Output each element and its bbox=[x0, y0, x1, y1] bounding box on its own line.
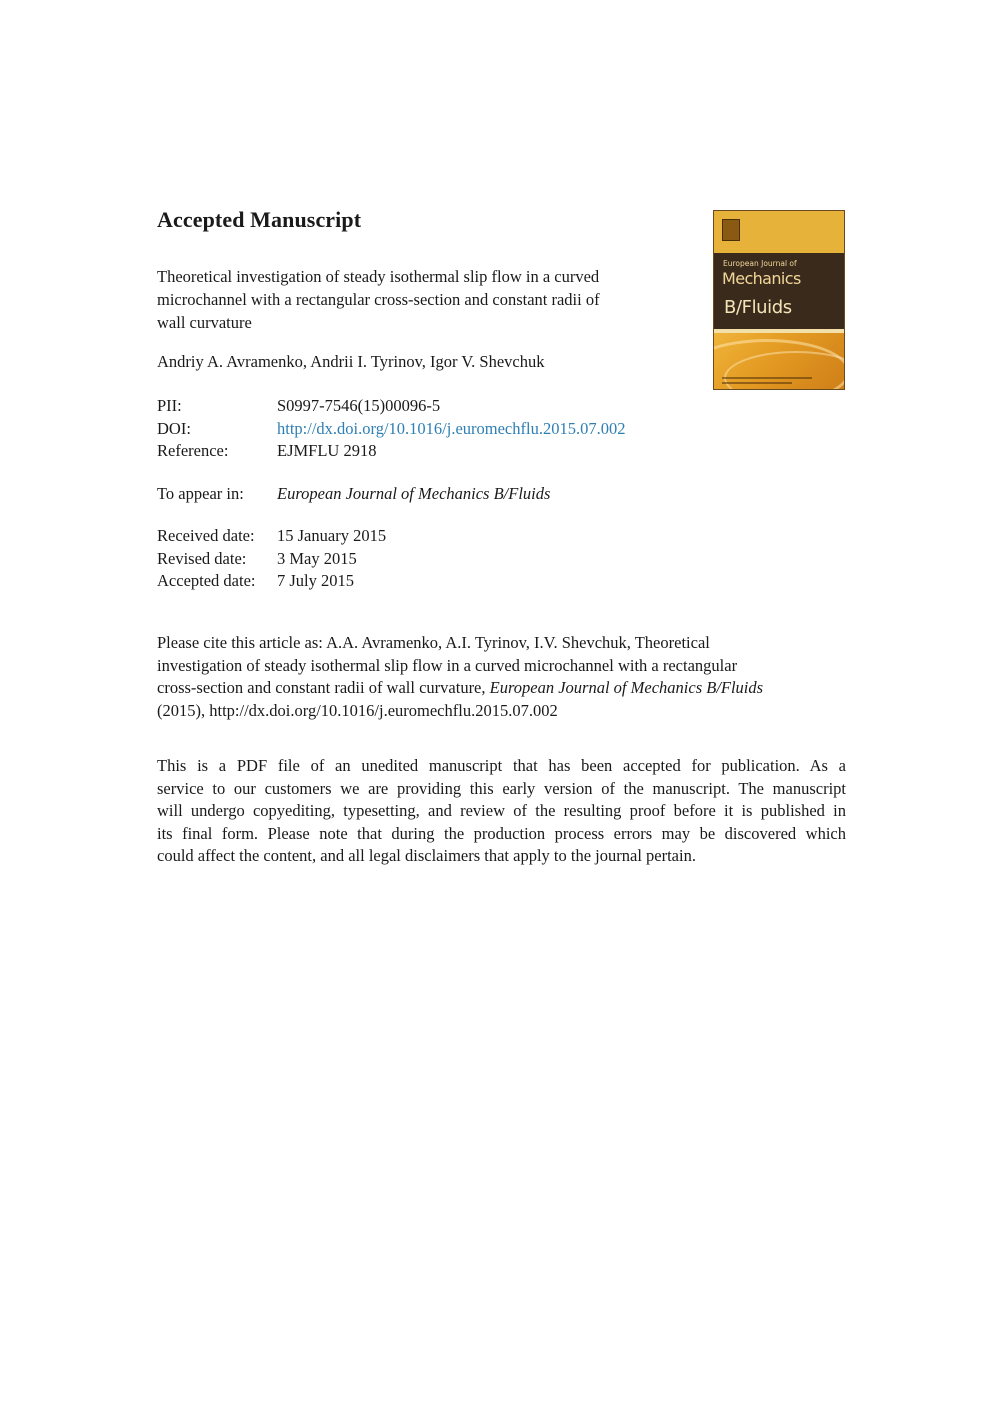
received-label: Received date: bbox=[157, 526, 255, 545]
disclaimer-line: service to our customers we are providing this early version of the manuscript. The manuscript bbox=[157, 778, 846, 798]
disclaimer-paragraph bbox=[157, 755, 846, 868]
appear-label: To appear in: bbox=[157, 484, 244, 503]
revised-row bbox=[157, 548, 386, 571]
title-line: microchannel with a rectangular cross-section and constant radii of bbox=[157, 290, 600, 309]
cover-journal-line: European Journal of bbox=[723, 259, 797, 268]
disclaimer-line: This is a PDF file of an unedited manuscript that has been accepted for publication. As a bbox=[157, 756, 846, 775]
pii-label: PII: bbox=[157, 396, 182, 415]
title-line: Theoretical investigation of steady isothermal slip flow in a curved bbox=[157, 267, 600, 286]
cover-fine-print bbox=[722, 382, 792, 384]
revised-value: 3 May 2015 bbox=[277, 548, 357, 568]
cover-section-name: B/Fluids bbox=[724, 297, 792, 318]
journal-name: European Journal of Mechanics B/Fluids bbox=[277, 484, 551, 503]
reference-value: EJMFLU 2918 bbox=[277, 441, 377, 460]
citation-text: cross-section and constant radii of wall curvature, bbox=[157, 678, 490, 697]
reference-row bbox=[157, 440, 625, 463]
doi-link[interactable]: http://dx.doi.org/10.1016/j.euromechflu.2015.07.002 bbox=[277, 418, 626, 438]
citation-journal: European Journal of Mechanics B/Fluids bbox=[489, 678, 764, 697]
appear-row bbox=[157, 483, 550, 506]
identifier-block bbox=[157, 395, 625, 463]
disclaimer-line: could affect the content, and all legal disclaimers that apply to the journal pertain. bbox=[157, 846, 696, 866]
accepted-value: 7 July 2015 bbox=[277, 571, 355, 590]
citation-line: investigation of steady isothermal slip flow in a curved microchannel with a rectangular bbox=[157, 655, 738, 675]
citation-line bbox=[157, 677, 857, 700]
received-row bbox=[157, 525, 386, 548]
received-value: 15 January 2015 bbox=[277, 526, 387, 545]
title-line: wall curvature bbox=[157, 313, 252, 332]
citation-paragraph bbox=[157, 632, 857, 722]
accepted-label: Accepted date: bbox=[157, 571, 256, 590]
cover-fine-print bbox=[722, 377, 812, 379]
revised-label: Revised date: bbox=[157, 548, 247, 568]
accepted-row bbox=[157, 570, 386, 593]
disclaimer-line: its final form. Please note that during the production process errors may be discovered which bbox=[157, 823, 846, 843]
disclaimer-line: will undergo copyediting, typesetting, and review of the resulting proof before it is published in bbox=[157, 801, 846, 821]
publisher-logo-icon bbox=[722, 219, 740, 241]
reference-label: Reference: bbox=[157, 441, 229, 460]
page-heading: Accepted Manuscript bbox=[157, 207, 362, 232]
dates-block bbox=[157, 525, 386, 593]
doi-row bbox=[157, 418, 625, 441]
appear-block bbox=[157, 483, 550, 506]
cover-journal-name: Mechanics bbox=[722, 269, 801, 288]
doi-label: DOI: bbox=[157, 418, 191, 438]
article-title bbox=[157, 265, 657, 334]
pii-row bbox=[157, 395, 625, 418]
citation-line: Please cite this article as: A.A. Avramenko, A.I. Tyrinov, I.V. Shevchuk, Theoretical bbox=[157, 633, 710, 652]
citation-line: (2015), http://dx.doi.org/10.1016/j.euromechflu.2015.07.002 bbox=[157, 700, 558, 720]
pii-value: S0997-7546(15)00096-5 bbox=[277, 396, 441, 415]
journal-cover-image bbox=[713, 210, 845, 390]
author-list: Andriy A. Avramenko, Andrii I. Tyrinov, Igor V. Shevchuk bbox=[157, 352, 545, 371]
